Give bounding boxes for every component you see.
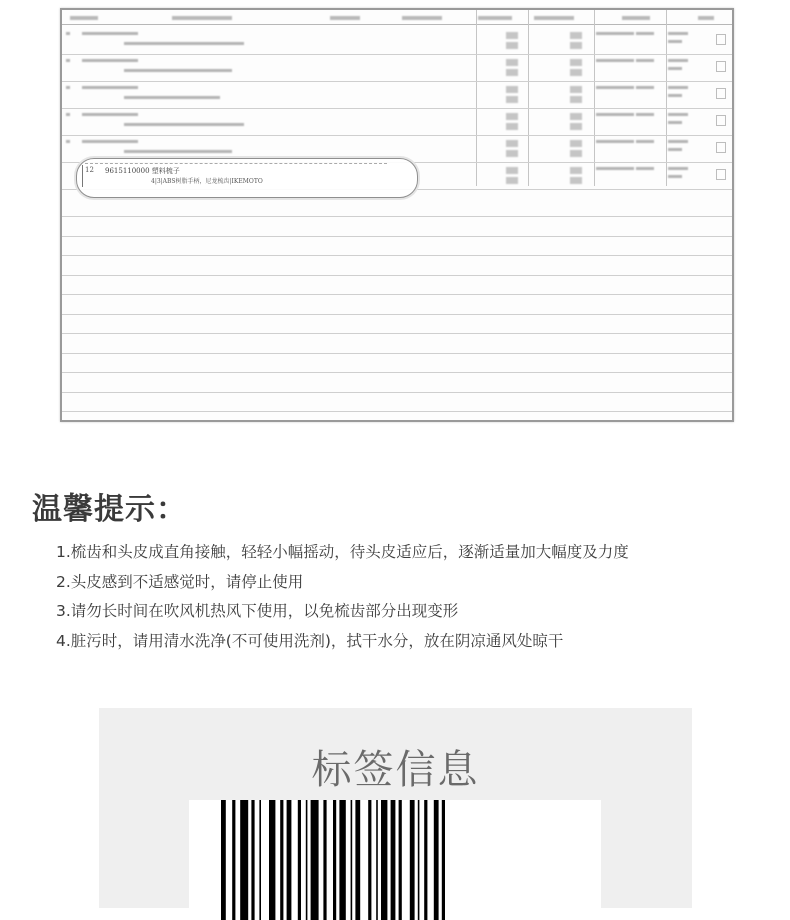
barcode-bar	[339, 800, 345, 920]
blurred-text	[66, 113, 70, 116]
invoice-row	[62, 55, 732, 83]
tip-item: 3.请勿长时间在吹风机热风下使用，以免梳齿部分出现变形	[56, 602, 459, 620]
blurred-text	[596, 86, 634, 89]
blurred-text	[570, 177, 582, 184]
blurred-text	[668, 148, 682, 151]
blurred-text	[124, 69, 232, 72]
barcode-bar	[311, 800, 319, 920]
blurred-text	[668, 140, 688, 143]
barcode-bar	[323, 800, 326, 920]
blurred-text	[506, 96, 518, 103]
tip-item: 2.头皮感到不适感觉时，请停止使用	[56, 572, 304, 591]
barcode-bar	[442, 800, 445, 920]
blurred-text	[66, 32, 70, 35]
blurred-text	[124, 42, 244, 45]
blurred-text	[596, 167, 634, 170]
blurred-text	[82, 59, 138, 62]
blurred-text	[570, 123, 582, 130]
blurred-text	[506, 69, 518, 76]
blurred-text	[636, 140, 654, 143]
barcode-bar	[376, 800, 378, 920]
dashed-rule	[85, 163, 387, 165]
barcode-bar	[240, 800, 248, 920]
barcode-bar	[306, 800, 308, 920]
invoice-row	[62, 109, 732, 137]
empty-row-line	[62, 353, 732, 354]
blurred-text	[668, 32, 688, 35]
blurred-text	[506, 150, 518, 157]
item-spec: 4|3|ABS树脂手柄，尼龙梳齿|IKEMOTO	[151, 178, 263, 185]
barcode-bar	[232, 800, 235, 920]
empty-row-line	[62, 216, 732, 217]
blurred-text	[668, 94, 682, 97]
header-cell	[172, 16, 232, 20]
barcode-bar	[434, 800, 439, 920]
blurred-text	[506, 177, 518, 184]
blurred-text	[636, 167, 654, 170]
barcode-bar	[333, 800, 336, 920]
row-index: 12	[85, 166, 94, 174]
blurred-text	[66, 86, 70, 89]
header-cell	[534, 16, 574, 20]
empty-row-line	[62, 314, 732, 315]
blurred-text	[668, 113, 688, 116]
blurred-text	[636, 113, 654, 116]
row-checkbox	[716, 61, 726, 72]
blurred-text	[124, 123, 244, 126]
row-checkbox	[716, 88, 726, 99]
blurred-text	[82, 113, 138, 116]
empty-row-line	[62, 236, 732, 237]
barcode-bar	[399, 800, 402, 920]
label-info-title: 标签信息	[311, 747, 480, 793]
header-cell	[698, 16, 714, 20]
blurred-text	[506, 86, 518, 93]
tip-item: 1.梳齿和头皮成直角接触，轻轻小幅摇动，待头皮适应后，逐渐适量加大幅度及力度	[56, 543, 629, 561]
barcode-bar	[391, 800, 396, 920]
blurred-text	[596, 113, 634, 116]
blurred-text	[636, 32, 654, 35]
barcode-bar	[251, 800, 254, 920]
tips-list	[56, 538, 629, 656]
empty-row-line	[62, 411, 732, 412]
blurred-text	[570, 140, 582, 147]
header-cell	[622, 16, 650, 20]
blurred-text	[668, 59, 688, 62]
row-checkbox	[716, 34, 726, 45]
blurred-text	[570, 69, 582, 76]
tips-title: 温馨提示：	[32, 492, 187, 527]
blurred-text	[570, 150, 582, 157]
header-cell	[478, 16, 512, 20]
blurred-text	[668, 121, 682, 124]
blurred-text	[66, 59, 70, 62]
barcode-graphic	[221, 800, 571, 920]
row-marker	[82, 165, 83, 187]
blurred-text	[506, 59, 518, 66]
header-cell	[70, 16, 98, 20]
barcode-bar	[410, 800, 415, 920]
blurred-text	[668, 167, 688, 170]
tip-item: 4.脏污时，请用清水洗净(不可使用洗剂)，拭干水分，放在阴凉通风处晾干	[56, 631, 564, 650]
barcode-bar	[351, 800, 353, 920]
blurred-text	[506, 113, 518, 120]
blurred-text	[570, 167, 582, 174]
row-checkbox	[716, 115, 726, 126]
header-cell	[402, 16, 442, 20]
barcode-bar	[259, 800, 261, 920]
invoice-row	[62, 28, 732, 56]
blurred-text	[570, 42, 582, 49]
blurred-text	[570, 86, 582, 93]
blurred-text	[636, 59, 654, 62]
barcode-bar	[381, 800, 387, 920]
label-info-panel	[99, 708, 692, 908]
blurred-text	[66, 140, 70, 143]
empty-row-line	[62, 392, 732, 393]
item-name: 9615110000 塑料梳子	[105, 167, 180, 175]
invoice-row	[62, 82, 732, 110]
blurred-text	[506, 32, 518, 39]
blurred-text	[668, 86, 688, 89]
barcode-bar	[368, 800, 371, 920]
blurred-text	[506, 140, 518, 147]
blurred-text	[596, 59, 634, 62]
barcode-bar	[269, 800, 275, 920]
blurred-text	[506, 167, 518, 174]
blurred-text	[82, 86, 138, 89]
blurred-text	[668, 67, 682, 70]
blurred-text	[570, 113, 582, 120]
blurred-text	[668, 175, 682, 178]
blurred-text	[124, 96, 220, 99]
invoice-scan	[60, 8, 734, 422]
empty-row-line	[62, 294, 732, 295]
blurred-text	[570, 59, 582, 66]
highlighted-item-row	[76, 158, 418, 198]
barcode-bar	[355, 800, 360, 920]
row-checkbox	[716, 169, 726, 180]
barcode-bar	[424, 800, 427, 920]
blurred-text	[636, 86, 654, 89]
barcode-bar	[280, 800, 283, 920]
blurred-text	[82, 140, 138, 143]
blurred-text	[596, 140, 634, 143]
header-cell	[330, 16, 360, 20]
blurred-text	[124, 150, 232, 153]
blurred-text	[668, 40, 682, 43]
row-checkbox	[716, 142, 726, 153]
empty-row-line	[62, 255, 732, 256]
barcode-bar	[221, 800, 226, 920]
barcode-bar	[287, 800, 292, 920]
barcode	[189, 800, 601, 920]
blurred-text	[82, 32, 138, 35]
blurred-text	[506, 123, 518, 130]
blurred-text	[596, 32, 634, 35]
empty-row-line	[62, 333, 732, 334]
empty-row-line	[62, 275, 732, 276]
empty-row-line	[62, 372, 732, 373]
barcode-bar	[418, 800, 420, 920]
blurred-text	[570, 96, 582, 103]
blurred-text	[506, 42, 518, 49]
barcode-bar	[298, 800, 301, 920]
blurred-text	[570, 32, 582, 39]
invoice-header-row	[62, 14, 732, 25]
